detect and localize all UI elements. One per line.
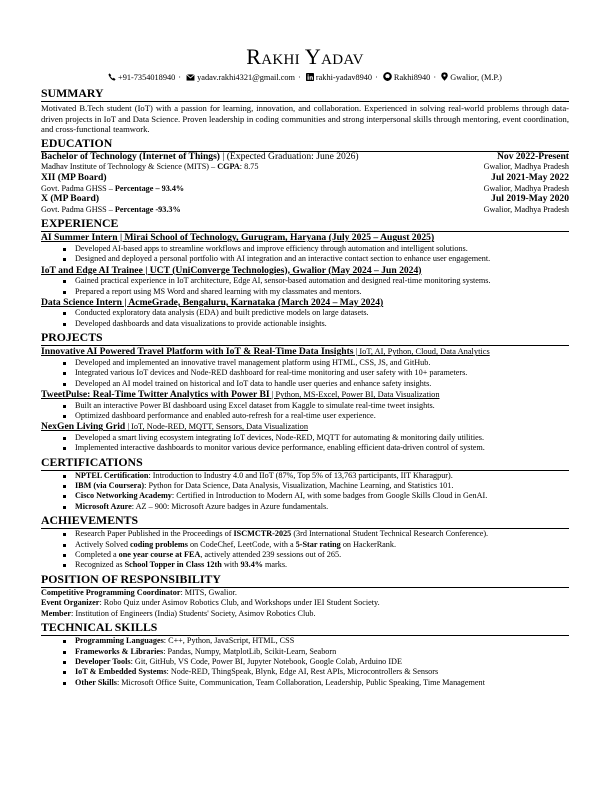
email-icon [186, 73, 195, 85]
degree-title: XII (MP Board) [41, 171, 107, 183]
education-date: Jul 2021-May 2022 [491, 171, 569, 183]
bullet-item: Built an interactive Power BI dashboard using Excel dataset from Kaggle to simulate real-time tweet insights. [41, 401, 569, 411]
bullet-item: Developed dashboards and data visualizations to provide actionable insights. [41, 319, 569, 329]
linkedin-icon [306, 73, 314, 85]
school-location: Gwalior, Madhya Pradesh [483, 183, 569, 193]
bullet-item: Developed a smart living ecosystem integrating IoT devices, Node-RED, MQTT for automating & monitoring daily utilities. [41, 433, 569, 443]
achievements-list [41, 529, 569, 571]
phone-icon [108, 73, 116, 85]
contact-bar [41, 72, 569, 85]
certifications-list [41, 471, 569, 513]
responsibility-item: Event Organizer: Robo Quiz under Asimov Robotics Club, and Workshops under IEI Student Society. [41, 598, 380, 608]
responsibility-item: Member: Institution of Engineers (India) Students' Society, Asimov Robotics Club. [41, 608, 316, 618]
school-name: Govt. Padma GHSS – Percentage – 93.4% [41, 183, 185, 193]
experience-list [41, 232, 569, 329]
school-name: Govt. Padma GHSS – Percentage -93.3% [41, 204, 181, 214]
degree-title: Bachelor of Technology (Internet of Things) | (Expected Graduation: June 2026) [41, 150, 359, 162]
separator: · [375, 73, 378, 82]
skill-item: IoT & Embedded Systems: Node-RED, ThingSpeak, Blynk, Edge AI, Rest APIs, Microcontrollers & Sensors [41, 667, 569, 677]
experience-bullets [41, 244, 569, 265]
skill-item: Programming Languages: C++, Python, JavaScript, HTML, CSS [41, 636, 569, 646]
project-bullets [41, 401, 569, 422]
projects-list [41, 346, 569, 453]
skill-item: Other Skills: Microsoft Office Suite, Communication, Team Collaboration, Leadership, Public Speaking, Time Management [41, 678, 569, 688]
responsibility-list [41, 588, 569, 619]
location-text: Gwalior, (M.P.) [450, 73, 502, 82]
achievement-item: Recognized as School Topper in Class 12th with 93.4% marks. [41, 560, 569, 570]
education-item [41, 152, 569, 173]
separator: · [298, 73, 301, 82]
bullet-item: Designed and deployed a personal portfolio with AI integration and an interactive contact section to enhance user engagement. [41, 254, 569, 264]
education-item [41, 173, 569, 194]
separator: · [433, 73, 437, 82]
section-heading-experience: EXPERIENCE [41, 217, 569, 232]
section-heading-summary: SUMMARY [41, 87, 569, 102]
school-name: Madhav Institute of Technology & Science (MITS) – CGPA: 8.75 [41, 162, 259, 172]
project-bullets [41, 433, 569, 454]
section-heading-responsibility: POSITION OF RESPONSIBILITY [41, 573, 569, 588]
education-date: Jul 2019-May 2020 [491, 193, 569, 205]
section-heading-education: EDUCATION [41, 137, 569, 152]
certification-item: IBM (via Coursera): Python for Data Science, Data Analysis, Visualization, Machine Learning, and Statistics 101. [41, 481, 569, 491]
skill-item: Frameworks & Libraries: Pandas, Numpy, MatplotLib, Scikit-Learn, Seaborn [41, 647, 569, 657]
degree-title: X (MP Board) [41, 193, 100, 205]
experience-bullets [41, 308, 569, 329]
github-icon [383, 72, 392, 85]
skill-item: Developer Tools: Git, GitHub, VS Code, Power BI, Jupyter Notebook, Google Colab, Arduino IDE [41, 657, 569, 667]
experience-bullets [41, 276, 569, 297]
achievement-item: Research Paper Published in the Proceedings of ISCMCTR-2025 (3rd International Student Technical Research Conference). [41, 529, 569, 539]
school-location: Gwalior, Madhya Pradesh [483, 204, 569, 214]
phone-link[interactable]: +91-7354018940 [118, 73, 176, 82]
bullet-item: Developed an AI model trained on historical and IoT data to handle user queries and enhance safety insights. [41, 379, 569, 389]
project-title: Innovative AI Powered Travel Platform with IoT & Real-Time Data Insights | IoT, AI, Python, Cloud, Data Analytics [41, 346, 490, 358]
bullet-item: Prepared a report using MS Word and shared learning with my classmates and mentors. [41, 287, 569, 297]
section-heading-achievements: ACHIEVEMENTS [41, 514, 569, 529]
bullet-item: Developed and implemented an innovative travel management platform using HTML, CSS, JS, and GitHub. [41, 358, 569, 368]
resume-page [41, 44, 569, 688]
bullet-item: Implemented interactive dashboards to monitor various device performance, enabling efficient data-driven control of system. [41, 443, 569, 453]
bullet-item: Conducted exploratory data analysis (EDA) and built predictive models on large datasets. [41, 308, 569, 318]
bullet-item: Developed AI-based apps to streamline workflows and improve efficiency through automation and intelligent solutions. [41, 244, 569, 254]
section-heading-certifications: CERTIFICATIONS [41, 456, 569, 471]
education-date: Nov 2022-Present [496, 150, 569, 162]
certification-item: NPTEL Certification: Introduction to Industry 4.0 and IIoT (87%, Top 5% of 13,763 participants, IIT Kharagpur). [41, 471, 569, 481]
education-list [41, 152, 569, 216]
experience-role: AI Summer Intern | Mirai School of Technology, Gurugram, Haryana (July 2025 – August 2025) [41, 232, 435, 244]
responsibility-item: Competitive Programming Coordinator: MITS, Gwalior. [41, 587, 237, 597]
bullet-item: Gained practical experience in IoT architecture, Edge AI, sensor-based automation and designed real-time monitoring systems. [41, 276, 569, 286]
linkedin-link[interactable]: rakhi-yadav8940 [315, 73, 373, 82]
experience-role: Data Science Intern | AcmeGrade, Bengaluru, Karnataka (March 2024 – May 2024) [41, 296, 384, 308]
certification-item: Cisco Networking Academy: Certified in Introduction to Modern AI, with some badges from Google Skills Cloud in GenAI. [41, 491, 569, 501]
section-heading-skills: TECHNICAL SKILLS [41, 621, 569, 636]
achievement-item: Actively Solved coding problems on CodeChef, LeetCode, with a 5-Star rating on HackerRank. [41, 540, 569, 550]
project-bullets [41, 358, 569, 389]
project-title: TweetPulse: Real-Time Twitter Analytics with Power BI | Python, MS-Excel, Power BI, Data Visualization [41, 389, 440, 400]
skills-list [41, 636, 569, 688]
github-link[interactable]: Rakhi8940 [393, 73, 431, 82]
summary-text: Motivated B.Tech student (IoT) with a passion for learning, innovation, and collaboration. Experienced in solving real-world problems through data-driven projects in IoT and Data Science. Proven leadership in coding communities and strong interpersonal skills through mentoring, event coordination, and cross-functional teamwork. [41, 103, 569, 135]
bullet-item: Optimized dashboard performance and enabled auto-refresh for a real-time user experience. [41, 411, 569, 421]
school-location: Gwalior, Madhya Pradesh [483, 162, 569, 172]
achievement-item: Completed a one year course at FEA, actively attended 239 sessions out of 265. [41, 550, 569, 560]
candidate-name: Rakhi Yadav [246, 44, 364, 69]
certification-item: Microsoft Azure: AZ – 900: Microsoft Azure badges in Azure fundamentals. [41, 502, 569, 512]
project-title: NexGen Living Grid | IoT, Node-RED, MQTT, Sensors, Data Visualization [41, 421, 309, 433]
section-heading-projects: PROJECTS [41, 331, 569, 346]
bullet-item: Integrated various IoT devices and Node-RED dashboard for real-time monitoring and user safety with 10+ parameters. [41, 368, 569, 378]
education-item [41, 194, 569, 215]
email-link[interactable]: yadav.rakhi4321@gmail.com [197, 73, 296, 82]
separator: · [178, 73, 182, 82]
location-icon [441, 72, 448, 85]
experience-role: IoT and Edge AI Trainee | UCT (UniConverge Technologies), Gwalior (May 2024 – Jun 2024) [41, 264, 422, 276]
